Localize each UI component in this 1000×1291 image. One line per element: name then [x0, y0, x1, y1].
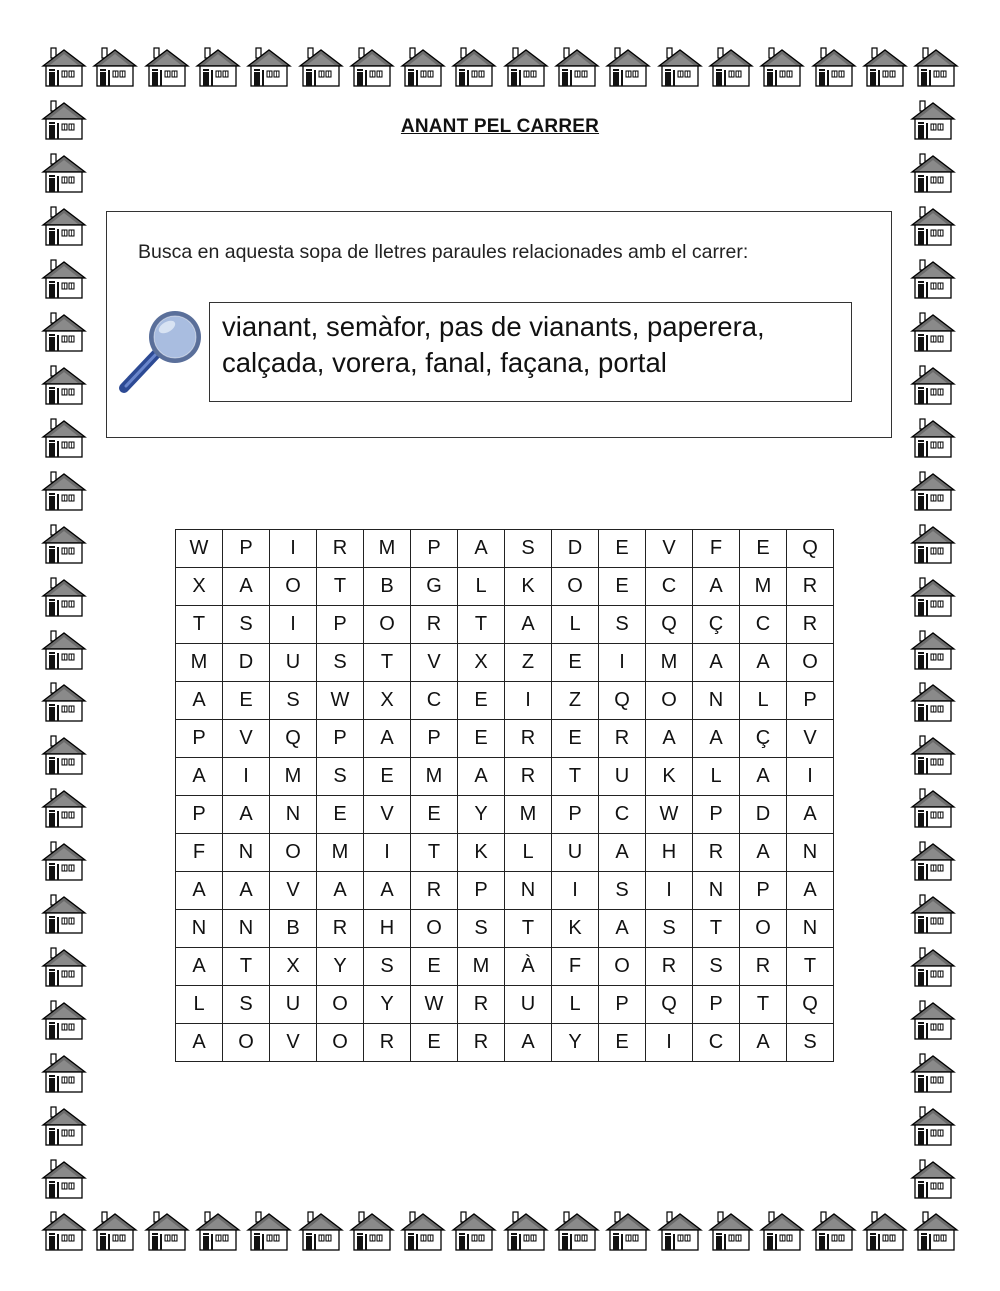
grid-cell[interactable]: R	[505, 720, 552, 758]
grid-cell[interactable]: S	[599, 606, 646, 644]
house-icon	[244, 1210, 294, 1252]
grid-cell[interactable]: A	[223, 568, 270, 606]
grid-cell[interactable]: E	[458, 720, 505, 758]
house-icon	[908, 152, 958, 194]
grid-cell[interactable]: Q	[646, 606, 693, 644]
house-icon	[142, 1210, 192, 1252]
grid-cell[interactable]: N	[176, 910, 223, 948]
grid-cell[interactable]: A	[740, 1024, 787, 1062]
grid-cell[interactable]: V	[646, 530, 693, 568]
house-icon	[757, 46, 807, 88]
grid-cell[interactable]: B	[270, 910, 317, 948]
grid-cell[interactable]: U	[270, 644, 317, 682]
grid-cell[interactable]: I	[270, 606, 317, 644]
grid-cell[interactable]: M	[176, 644, 223, 682]
grid-cell[interactable]: S	[223, 606, 270, 644]
house-icon	[39, 787, 89, 829]
house-icon	[908, 523, 958, 565]
grid-cell[interactable]: W	[411, 986, 458, 1024]
house-icon	[39, 946, 89, 988]
grid-cell[interactable]: S	[693, 948, 740, 986]
house-icon	[908, 999, 958, 1041]
house-icon	[39, 258, 89, 300]
grid-cell[interactable]: F	[552, 948, 599, 986]
grid-cell[interactable]: R	[599, 720, 646, 758]
house-icon	[706, 46, 756, 88]
house-icon	[39, 46, 89, 88]
house-icon	[908, 1105, 958, 1147]
grid-cell[interactable]: I	[364, 834, 411, 872]
grid-cell[interactable]: P	[223, 530, 270, 568]
grid-row	[176, 682, 834, 720]
grid-cell[interactable]: R	[458, 1024, 505, 1062]
grid-cell[interactable]: I	[599, 644, 646, 682]
grid-cell[interactable]: T	[458, 606, 505, 644]
grid-cell[interactable]: R	[646, 948, 693, 986]
grid-cell[interactable]: A	[458, 530, 505, 568]
grid-cell[interactable]: L	[693, 758, 740, 796]
word-list-line: vianant, semàfor, pas de vianants, paperera,	[222, 311, 765, 342]
instruction-text: Busca en aquesta sopa de lletres paraules relacionades amb el carrer:	[138, 241, 749, 263]
page-title: ANANT PEL CARRER	[400, 116, 600, 137]
house-icon	[39, 364, 89, 406]
grid-cell[interactable]: V	[223, 720, 270, 758]
grid-row	[176, 530, 834, 568]
grid-cell[interactable]: M	[317, 834, 364, 872]
grid-cell[interactable]: A	[693, 720, 740, 758]
grid-row	[176, 1024, 834, 1062]
grid-cell[interactable]: T	[552, 758, 599, 796]
grid-cell[interactable]: A	[176, 948, 223, 986]
grid-cell[interactable]: Q	[646, 986, 693, 1024]
grid-cell[interactable]: D	[552, 530, 599, 568]
grid-cell[interactable]: V	[787, 720, 834, 758]
house-icon	[39, 417, 89, 459]
grid-cell[interactable]: C	[740, 606, 787, 644]
grid-cell[interactable]: S	[317, 758, 364, 796]
house-icon	[39, 1105, 89, 1147]
grid-cell[interactable]: N	[787, 834, 834, 872]
grid-cell[interactable]: Y	[552, 1024, 599, 1062]
house-icon	[908, 258, 958, 300]
grid-cell[interactable]: R	[317, 910, 364, 948]
house-icon	[860, 1210, 910, 1252]
grid-cell[interactable]: X	[176, 568, 223, 606]
grid-cell[interactable]: T	[505, 910, 552, 948]
house-icon	[90, 46, 140, 88]
grid-cell[interactable]: X	[458, 644, 505, 682]
grid-cell[interactable]: R	[787, 606, 834, 644]
house-icon	[39, 311, 89, 353]
house-icon	[39, 470, 89, 512]
grid-cell[interactable]: T	[317, 568, 364, 606]
grid-cell[interactable]: M	[411, 758, 458, 796]
grid-cell[interactable]: A	[364, 872, 411, 910]
grid-cell[interactable]: X	[270, 948, 317, 986]
grid-cell[interactable]: M	[740, 568, 787, 606]
house-icon	[908, 1158, 958, 1200]
grid-cell[interactable]: V	[364, 796, 411, 834]
grid-cell[interactable]: P	[693, 796, 740, 834]
grid-cell[interactable]: Z	[552, 682, 599, 720]
grid-cell[interactable]: R	[787, 568, 834, 606]
house-icon	[39, 205, 89, 247]
grid-cell[interactable]: R	[458, 986, 505, 1024]
house-icon	[39, 1210, 89, 1252]
grid-cell[interactable]: W	[317, 682, 364, 720]
house-icon	[398, 46, 448, 88]
magnifying-glass-icon	[116, 308, 208, 396]
house-icon	[603, 1210, 653, 1252]
grid-cell[interactable]: V	[411, 644, 458, 682]
grid-row	[176, 568, 834, 606]
house-icon	[908, 629, 958, 671]
grid-cell[interactable]: H	[646, 834, 693, 872]
house-icon	[193, 46, 243, 88]
grid-cell[interactable]: K	[458, 834, 505, 872]
grid-cell[interactable]: M	[270, 758, 317, 796]
grid-row	[176, 948, 834, 986]
grid-cell[interactable]: E	[458, 682, 505, 720]
grid-cell[interactable]: W	[176, 530, 223, 568]
house-icon	[809, 46, 859, 88]
grid-cell[interactable]: E	[364, 758, 411, 796]
grid-cell[interactable]: X	[364, 682, 411, 720]
house-icon	[296, 1210, 346, 1252]
grid-cell[interactable]: T	[364, 644, 411, 682]
grid-cell[interactable]: A	[599, 834, 646, 872]
grid-cell[interactable]: D	[740, 796, 787, 834]
house-icon	[501, 1210, 551, 1252]
grid-cell[interactable]: E	[411, 948, 458, 986]
house-icon	[39, 152, 89, 194]
house-icon	[39, 681, 89, 723]
house-icon	[347, 46, 397, 88]
grid-cell[interactable]: O	[552, 568, 599, 606]
grid-cell[interactable]: O	[270, 834, 317, 872]
grid-cell[interactable]: I	[270, 530, 317, 568]
grid-cell[interactable]: E	[411, 796, 458, 834]
grid-cell[interactable]: P	[740, 872, 787, 910]
grid-cell[interactable]: A	[599, 910, 646, 948]
grid-cell[interactable]: C	[646, 568, 693, 606]
house-icon	[39, 893, 89, 935]
grid-cell[interactable]: P	[599, 986, 646, 1024]
grid-cell[interactable]: M	[364, 530, 411, 568]
grid-cell[interactable]: P	[787, 682, 834, 720]
grid-cell[interactable]: C	[411, 682, 458, 720]
grid-cell[interactable]: A	[646, 720, 693, 758]
grid-cell[interactable]: P	[317, 606, 364, 644]
grid-cell[interactable]: A	[364, 720, 411, 758]
grid-cell[interactable]: V	[270, 1024, 317, 1062]
grid-cell[interactable]: Y	[317, 948, 364, 986]
grid-cell[interactable]: O	[411, 910, 458, 948]
grid-cell[interactable]: P	[552, 796, 599, 834]
grid-cell[interactable]: R	[364, 1024, 411, 1062]
grid-cell[interactable]: P	[693, 986, 740, 1024]
house-icon	[39, 734, 89, 776]
grid-cell[interactable]: P	[317, 720, 364, 758]
grid-cell[interactable]: P	[458, 872, 505, 910]
grid-cell[interactable]: R	[317, 530, 364, 568]
grid-cell[interactable]: B	[364, 568, 411, 606]
grid-cell[interactable]: A	[740, 644, 787, 682]
grid-cell[interactable]: Q	[599, 682, 646, 720]
house-icon	[193, 1210, 243, 1252]
grid-cell[interactable]: N	[693, 682, 740, 720]
grid-cell[interactable]: S	[787, 1024, 834, 1062]
grid-cell[interactable]: E	[552, 644, 599, 682]
grid-cell[interactable]: Ç	[693, 606, 740, 644]
house-icon	[911, 1210, 961, 1252]
word-list-box	[209, 302, 852, 402]
grid-cell[interactable]: E	[599, 568, 646, 606]
grid-cell[interactable]: A	[693, 644, 740, 682]
grid-row	[176, 986, 834, 1024]
grid-row	[176, 834, 834, 872]
grid-cell[interactable]: I	[552, 872, 599, 910]
house-icon	[908, 311, 958, 353]
grid-cell[interactable]: T	[693, 910, 740, 948]
grid-cell[interactable]: Ç	[740, 720, 787, 758]
grid-cell[interactable]: I	[505, 682, 552, 720]
house-icon	[908, 734, 958, 776]
grid-cell[interactable]: A	[176, 682, 223, 720]
grid-cell[interactable]: R	[693, 834, 740, 872]
word-list-line: calçada, vorera, fanal, façana, portal	[222, 347, 667, 378]
grid-cell[interactable]: L	[740, 682, 787, 720]
house-icon	[296, 46, 346, 88]
grid-cell[interactable]: S	[646, 910, 693, 948]
house-icon	[39, 999, 89, 1041]
grid-cell[interactable]: P	[411, 720, 458, 758]
grid-cell[interactable]: C	[693, 1024, 740, 1062]
grid-cell[interactable]: O	[364, 606, 411, 644]
grid-cell[interactable]: T	[740, 986, 787, 1024]
grid-cell[interactable]: M	[458, 948, 505, 986]
grid-row	[176, 606, 834, 644]
grid-cell[interactable]: D	[223, 644, 270, 682]
grid-cell[interactable]: T	[223, 948, 270, 986]
house-icon	[860, 46, 910, 88]
grid-cell[interactable]: T	[411, 834, 458, 872]
house-icon	[552, 46, 602, 88]
grid-cell[interactable]: L	[552, 606, 599, 644]
grid-cell[interactable]: I	[223, 758, 270, 796]
grid-row	[176, 796, 834, 834]
house-icon	[809, 1210, 859, 1252]
house-icon	[908, 364, 958, 406]
grid-cell[interactable]: A	[740, 758, 787, 796]
grid-cell[interactable]: T	[176, 606, 223, 644]
grid-cell[interactable]: S	[223, 986, 270, 1024]
grid-row	[176, 758, 834, 796]
grid-cell[interactable]: K	[505, 568, 552, 606]
house-icon	[908, 681, 958, 723]
grid-cell[interactable]: R	[411, 606, 458, 644]
house-icon	[908, 576, 958, 618]
grid-cell[interactable]: S	[599, 872, 646, 910]
house-icon	[908, 893, 958, 935]
grid-cell[interactable]: E	[223, 682, 270, 720]
grid-cell[interactable]: L	[552, 986, 599, 1024]
house-icon	[908, 470, 958, 512]
grid-cell[interactable]: O	[599, 948, 646, 986]
house-icon	[449, 46, 499, 88]
house-icon	[908, 946, 958, 988]
grid-cell[interactable]: O	[740, 910, 787, 948]
grid-cell[interactable]: Q	[787, 986, 834, 1024]
house-icon	[39, 840, 89, 882]
grid-cell[interactable]: E	[317, 796, 364, 834]
grid-cell[interactable]: F	[176, 834, 223, 872]
grid-cell[interactable]: S	[270, 682, 317, 720]
house-icon	[908, 205, 958, 247]
house-icon	[39, 1158, 89, 1200]
grid-cell[interactable]: L	[505, 834, 552, 872]
grid-cell[interactable]: R	[411, 872, 458, 910]
grid-cell[interactable]: F	[693, 530, 740, 568]
grid-cell[interactable]: T	[787, 948, 834, 986]
grid-cell[interactable]: Y	[364, 986, 411, 1024]
house-icon	[347, 1210, 397, 1252]
grid-cell[interactable]: H	[364, 910, 411, 948]
grid-cell[interactable]: O	[317, 1024, 364, 1062]
grid-cell[interactable]: Y	[458, 796, 505, 834]
house-icon	[706, 1210, 756, 1252]
house-icon	[501, 46, 551, 88]
grid-cell[interactable]: E	[552, 720, 599, 758]
grid-cell[interactable]: I	[646, 872, 693, 910]
grid-cell[interactable]: N	[787, 910, 834, 948]
grid-cell[interactable]: A	[458, 758, 505, 796]
grid-cell[interactable]: U	[599, 758, 646, 796]
grid-cell[interactable]: V	[270, 872, 317, 910]
grid-cell[interactable]: R	[505, 758, 552, 796]
house-icon	[398, 1210, 448, 1252]
grid-cell[interactable]: E	[740, 530, 787, 568]
grid-cell[interactable]: E	[411, 1024, 458, 1062]
grid-cell[interactable]: A	[693, 568, 740, 606]
grid-cell[interactable]: S	[505, 530, 552, 568]
grid-cell[interactable]: S	[458, 910, 505, 948]
grid-cell[interactable]: M	[646, 644, 693, 682]
house-icon	[603, 46, 653, 88]
grid-cell[interactable]: W	[646, 796, 693, 834]
house-icon	[757, 1210, 807, 1252]
grid-cell[interactable]: A	[223, 796, 270, 834]
grid-cell[interactable]: M	[505, 796, 552, 834]
grid-cell[interactable]: G	[411, 568, 458, 606]
house-icon	[90, 1210, 140, 1252]
grid-cell[interactable]: Z	[505, 644, 552, 682]
grid-row	[176, 644, 834, 682]
grid-cell[interactable]: O	[223, 1024, 270, 1062]
grid-cell[interactable]: A	[505, 1024, 552, 1062]
house-icon	[39, 629, 89, 671]
grid-cell[interactable]: Q	[787, 530, 834, 568]
grid-cell[interactable]: O	[646, 682, 693, 720]
grid-cell[interactable]: U	[505, 986, 552, 1024]
grid-cell[interactable]: O	[787, 644, 834, 682]
grid-cell[interactable]: P	[176, 720, 223, 758]
grid-cell[interactable]: A	[176, 872, 223, 910]
house-icon	[655, 1210, 705, 1252]
grid-cell[interactable]: N	[505, 872, 552, 910]
grid-cell[interactable]: A	[787, 796, 834, 834]
grid-cell[interactable]: O	[270, 568, 317, 606]
grid-cell[interactable]: E	[599, 1024, 646, 1062]
grid-cell[interactable]: P	[411, 530, 458, 568]
grid-cell[interactable]: L	[176, 986, 223, 1024]
grid-cell[interactable]: A	[740, 834, 787, 872]
house-icon	[142, 46, 192, 88]
house-icon	[911, 46, 961, 88]
grid-cell[interactable]: S	[364, 948, 411, 986]
grid-row	[176, 872, 834, 910]
house-icon	[908, 787, 958, 829]
grid-cell[interactable]: N	[693, 872, 740, 910]
house-icon	[39, 523, 89, 565]
house-icon	[244, 46, 294, 88]
grid-cell[interactable]: Q	[270, 720, 317, 758]
grid-cell[interactable]: N	[223, 910, 270, 948]
grid-cell[interactable]: K	[552, 910, 599, 948]
grid-cell[interactable]: S	[317, 644, 364, 682]
house-icon	[39, 576, 89, 618]
grid-cell[interactable]: L	[458, 568, 505, 606]
house-icon	[908, 417, 958, 459]
grid-cell[interactable]: O	[317, 986, 364, 1024]
grid-cell[interactable]: A	[787, 872, 834, 910]
grid-cell[interactable]: A	[176, 758, 223, 796]
grid-cell[interactable]: K	[646, 758, 693, 796]
grid-cell[interactable]: P	[176, 796, 223, 834]
grid-cell[interactable]: U	[270, 986, 317, 1024]
grid-cell[interactable]: N	[270, 796, 317, 834]
house-icon	[655, 46, 705, 88]
grid-cell[interactable]: A	[223, 872, 270, 910]
grid-cell[interactable]: I	[787, 758, 834, 796]
grid-cell[interactable]: U	[552, 834, 599, 872]
grid-row	[176, 910, 834, 948]
house-icon	[908, 840, 958, 882]
house-icon	[449, 1210, 499, 1252]
grid-cell[interactable]: N	[223, 834, 270, 872]
grid-cell[interactable]: E	[599, 530, 646, 568]
house-icon	[552, 1210, 602, 1252]
grid-cell[interactable]: A	[176, 1024, 223, 1062]
grid-row	[176, 720, 834, 758]
grid-cell[interactable]: A	[505, 606, 552, 644]
word-search-grid	[175, 529, 834, 1062]
grid-cell[interactable]: À	[505, 948, 552, 986]
grid-cell[interactable]: A	[317, 872, 364, 910]
house-icon	[39, 1052, 89, 1094]
grid-cell[interactable]: C	[599, 796, 646, 834]
house-icon	[908, 1052, 958, 1094]
grid-cell[interactable]: R	[740, 948, 787, 986]
grid-cell[interactable]: I	[646, 1024, 693, 1062]
